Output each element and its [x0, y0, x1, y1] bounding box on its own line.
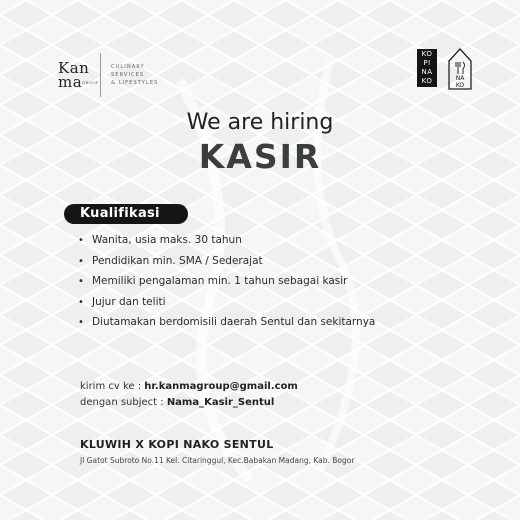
position-title: KASIR — [198, 137, 322, 176]
item-text: Memiliki pengalaman min. 1 tahun sebagai kasir — [92, 275, 348, 287]
tagline-line: & LIFESTYLES — [111, 80, 159, 86]
logo-letters: KO — [421, 50, 433, 58]
item-text: Diutamakan berdomisili daerah Sentul dan sekitarnya — [92, 316, 376, 328]
list-item — [78, 312, 375, 333]
item-text: Pendidikan min. SMA / Sederajat — [92, 254, 263, 267]
headline: We are hiring — [186, 110, 334, 135]
company-name: KLUWIH X KOPI NAKO SENTUL — [80, 438, 274, 451]
cv-label: kirim cv ke : — [80, 381, 142, 392]
kopi-nako-logo — [417, 49, 437, 87]
subject-line — [80, 395, 298, 411]
bullet: • — [78, 276, 84, 287]
logo-letters: PI — [423, 59, 431, 67]
list-item — [78, 271, 375, 292]
logo-letters: KO — [421, 77, 433, 85]
logo-letters: NA — [421, 68, 433, 76]
kanma-logo — [58, 58, 99, 91]
list-item — [78, 230, 375, 251]
list-item — [78, 251, 375, 272]
house-letters-2: KO — [455, 82, 465, 89]
logo-sub: GROUP — [82, 80, 99, 85]
subject-value: Nama_Kasir_Sentul — [166, 396, 275, 408]
bullet: • — [78, 296, 84, 308]
bullet: • — [78, 317, 84, 328]
tagline-line: SERVICES — [111, 72, 145, 78]
bullet: • — [78, 255, 84, 267]
tagline-line: CULINARY — [111, 64, 145, 70]
email-link[interactable]: hr.kanmagroup@gmail.com — [144, 381, 298, 392]
qualifications-list — [78, 230, 375, 333]
company-address: Jl Gatot Subroto No.11 Kel. Citaringgul, Kec.Babakan Madang, Kab. Bogor — [80, 456, 355, 465]
list-item — [78, 292, 375, 313]
kanma-brand — [58, 55, 158, 95]
house-letters-1: NA — [455, 75, 465, 82]
logo-line-2: maGROUP — [58, 72, 99, 91]
item-text: Wanita, usia maks. 30 tahun — [92, 234, 242, 246]
contact-info — [80, 379, 298, 410]
subject-label: dengan subject : — [80, 396, 164, 408]
brand-divider — [100, 53, 101, 97]
qualifications-label: Kualifikasi — [64, 204, 188, 224]
nako-house-logo — [447, 47, 473, 91]
brand-tagline — [111, 63, 158, 87]
logo-line-1: Kan — [58, 58, 90, 77]
cv-line — [80, 379, 298, 395]
bullet: • — [78, 235, 84, 246]
item-text: Jujur dan teliti — [92, 295, 166, 308]
